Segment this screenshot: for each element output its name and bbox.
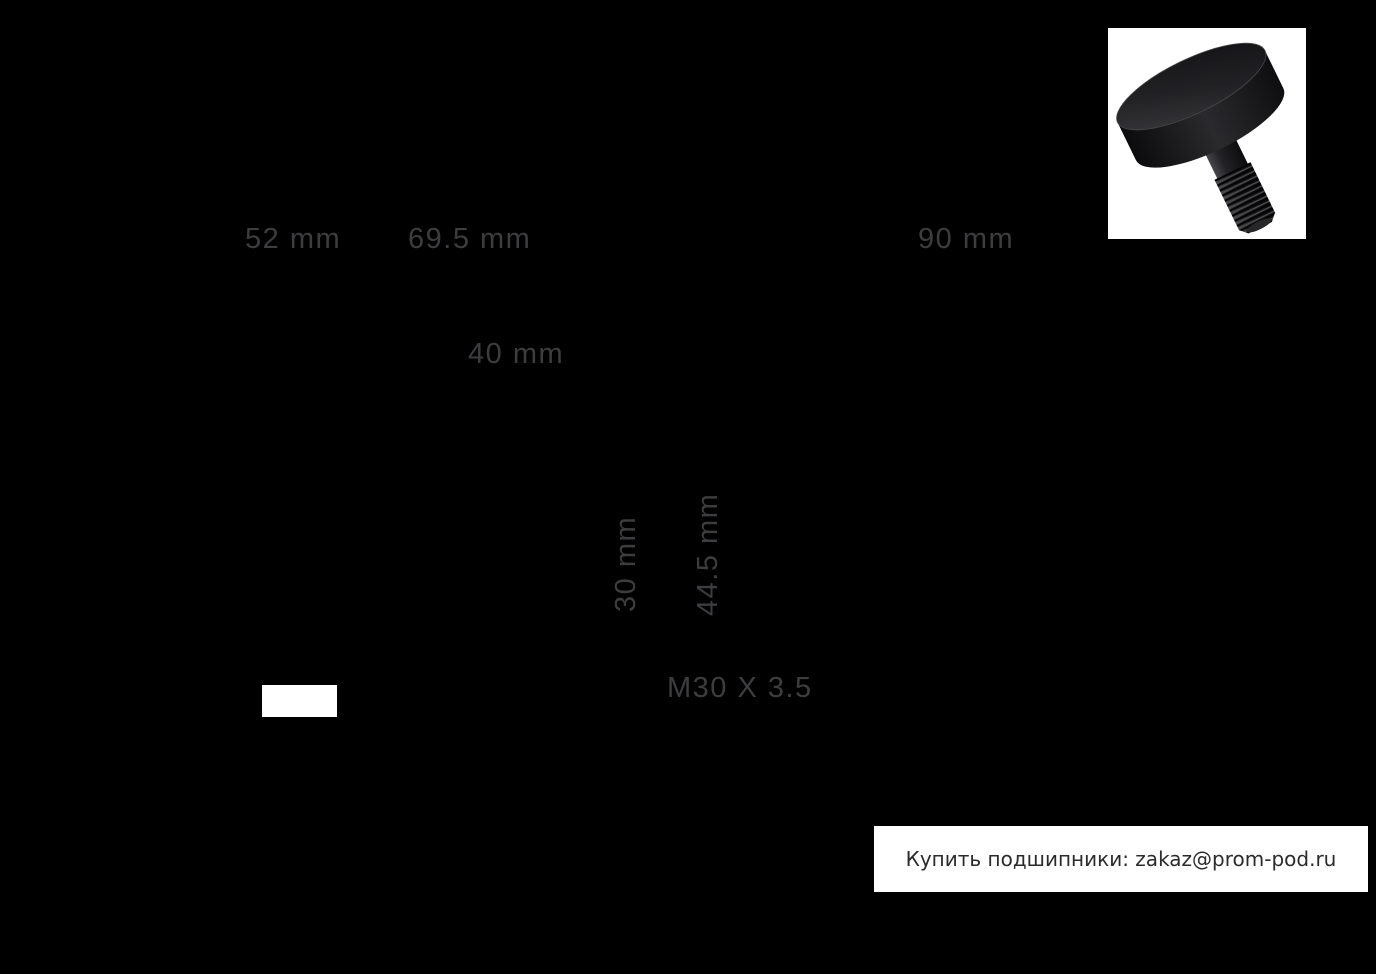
dimension-label-40mm: 40 mm xyxy=(468,338,565,370)
dimension-label-52mm: 52 mm xyxy=(245,223,342,255)
dimension-label-69-5mm: 69.5 mm xyxy=(408,223,532,255)
part-preview-box xyxy=(1108,28,1306,239)
contact-banner xyxy=(874,826,1368,892)
thread-spec-label: M30 X 3.5 xyxy=(667,672,813,704)
dimension-label-90mm: 90 mm xyxy=(918,223,1015,255)
contact-banner-text: Купить подшипники: zakaz@prom-pod.ru xyxy=(905,847,1337,871)
blank-white-patch xyxy=(262,685,337,717)
dimension-label-30mm: 30 mm xyxy=(610,515,642,612)
dimension-label-44-5mm: 44.5 mm xyxy=(692,492,724,616)
cam-follower-3d-render-icon xyxy=(1108,28,1306,239)
